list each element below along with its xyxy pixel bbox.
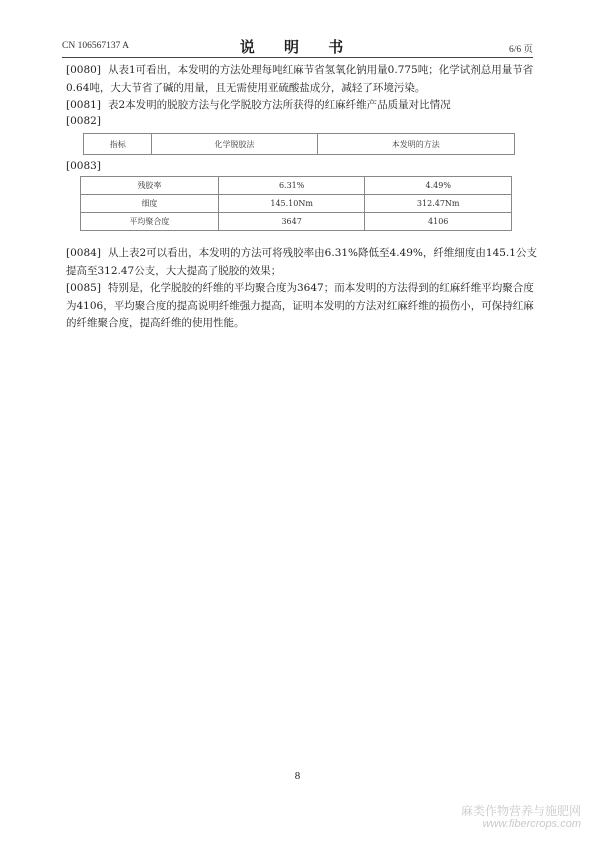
paragraph-0082-label: [0082] [66, 115, 101, 127]
watermark-site-name: 麻类作物营养与施肥网 [460, 804, 581, 818]
results-table [80, 176, 512, 231]
paragraph-0083-label: [0083] [66, 160, 101, 172]
table-cell-metric: 残胶率 [81, 177, 219, 195]
page-number: 8 [294, 770, 301, 782]
paragraph-number: [0084] [66, 247, 101, 259]
table-header-invention: 本发明的方法 [317, 134, 514, 155]
table-header-chemical: 化学脱胶法 [152, 134, 317, 155]
document-title: 说 明 书 [239, 38, 356, 56]
paragraph-0085 [66, 280, 538, 333]
table-cell-chemical: 6.31% [218, 177, 365, 195]
paragraph-text: 特别是，化学脱胶的纤维的平均聚合度为3647；而本发明的方法得到的红麻纤维平均聚合度为4106，平均聚合度的提高说明纤维强力提高，证明本发明的方法对红麻纤维的损伤小，可保持红麻的纤维聚合度，提高纤维的使用性能。 [66, 282, 534, 329]
table-header-metric: 指标 [84, 134, 152, 155]
paragraph-text: 从上表2可以看出，本发明的方法可将残胶率由6.31%降低至4.49%，纤维细度由145.1公支提高至312.47公支，大大提高了脱胶的效果； [66, 247, 537, 277]
table-cell-invention: 4.49% [365, 177, 512, 195]
table-cell-invention: 312.47Nm [365, 195, 512, 213]
page-header [62, 36, 533, 56]
table-cell-chemical: 3647 [218, 213, 365, 231]
paragraph-number: [0081] [66, 99, 101, 111]
paragraph-number: [0085] [66, 282, 101, 294]
header-divider [62, 57, 533, 58]
table-row [81, 177, 512, 195]
table-cell-chemical: 145.10Nm [218, 195, 365, 213]
watermark-url: www.fibercrops.com [482, 818, 581, 830]
paragraph-text: 表2本发明的脱胶方法与化学脱胶方法所获得的红麻纤维产品质量对比情况 [108, 99, 451, 111]
page-count: 6/6 页 [508, 45, 533, 55]
paragraph-text: 从表1可看出，本发明的方法处理每吨红麻节省氢氧化钠用量0.775吨；化学试剂总用量节省0.64吨，大大节省了碱的用量，且无需使用亚硫酸盐成分，减轻了环境污染。 [66, 64, 534, 94]
paragraph-0081 [66, 97, 538, 115]
table-cell-metric: 细度 [81, 195, 219, 213]
table-cell-metric: 平均聚合度 [81, 213, 219, 231]
table-row [81, 213, 512, 231]
paragraph-0084 [66, 245, 538, 280]
patent-number: CN 106567137 A [62, 41, 130, 51]
table-row [81, 195, 512, 213]
table-cell-invention: 4106 [365, 213, 512, 231]
paragraph-number: [0080] [66, 64, 101, 76]
paragraph-0080 [66, 62, 538, 97]
table-header-row [83, 133, 515, 155]
